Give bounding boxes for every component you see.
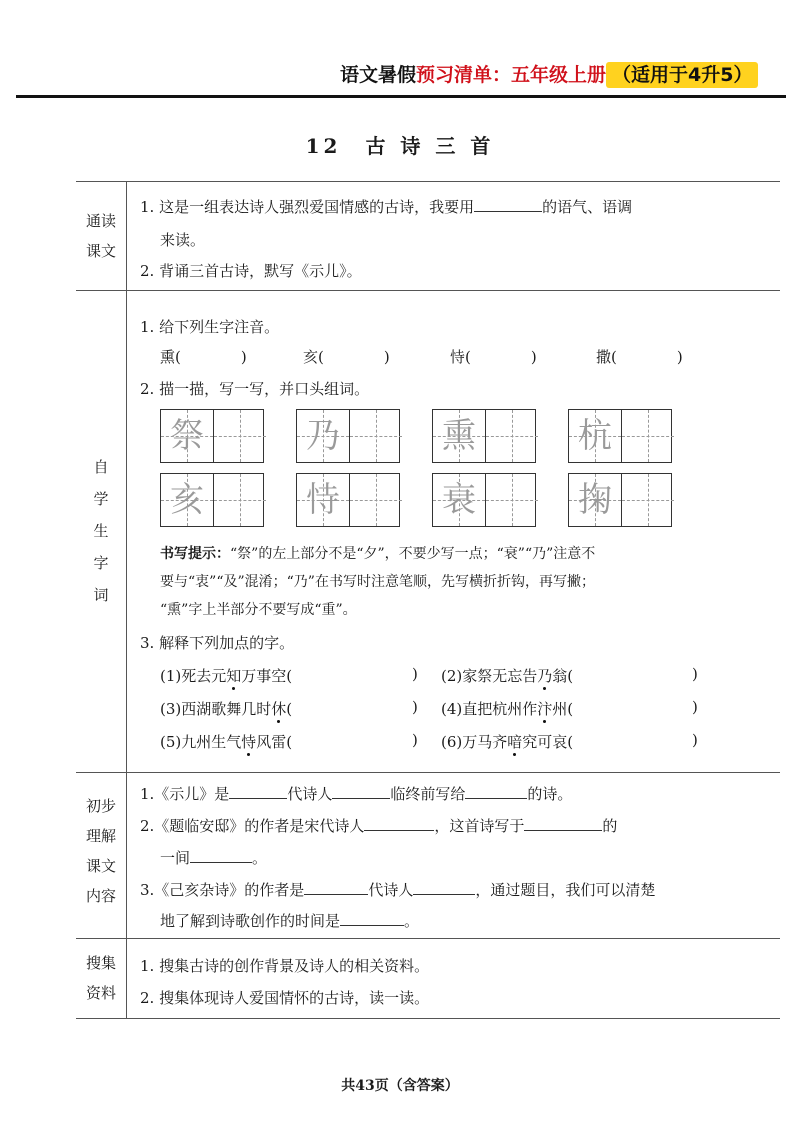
- dotted-char: 休: [271, 700, 287, 718]
- text: ): [383, 348, 390, 366]
- text: 一间: [160, 849, 191, 867]
- chubu-item-2-cont: [160, 847, 267, 868]
- answer-blank[interactable]: [229, 784, 287, 799]
- zixue-item-2: 2. 描一描，写一写，并口头组词。: [140, 380, 370, 398]
- label-line: 课文: [85, 242, 116, 260]
- label-char: 字: [93, 554, 109, 572]
- label-char: 生: [93, 522, 109, 540]
- pinyin-item-1: [160, 346, 247, 367]
- pinyin-answer[interactable]: [324, 348, 384, 362]
- trace-char: 祭: [170, 416, 204, 456]
- text: 。: [404, 912, 420, 930]
- close-paren: ): [692, 731, 698, 749]
- text: ): [530, 348, 537, 366]
- text: (4)直把杭州作: [441, 700, 538, 718]
- text: 的语气、语调: [542, 198, 633, 216]
- answer-blank[interactable]: [332, 784, 390, 799]
- text: 撒(: [596, 348, 617, 366]
- answer-blank[interactable]: [364, 816, 434, 831]
- trace-char: 衰: [442, 480, 476, 520]
- label-line: 内容: [85, 887, 116, 905]
- text: (1)死去元: [160, 667, 227, 685]
- tongdu-item-1: [140, 196, 632, 217]
- dotted-char: 恃: [241, 733, 257, 751]
- chubu-item-3-cont: [160, 910, 419, 931]
- pinyin-answer[interactable]: [471, 348, 531, 362]
- explain-question: [441, 665, 573, 686]
- writing-tip: [160, 540, 690, 624]
- pinyin-answer[interactable]: [181, 348, 241, 362]
- text: 1.《示儿》是: [140, 785, 230, 803]
- text: (: [286, 700, 293, 718]
- text: 代诗人: [368, 881, 414, 899]
- label-line: 初步: [85, 797, 116, 815]
- tip-line: [160, 540, 690, 568]
- text: 万事空(: [241, 667, 293, 685]
- header-title-part1: 语文暑假: [340, 64, 417, 86]
- header-grade-badge: （适用于4升5）: [606, 62, 758, 88]
- close-paren: ): [412, 665, 418, 683]
- close-paren: ): [692, 665, 698, 683]
- explain-question: [441, 698, 573, 719]
- tongdu-item-1-cont: 来读。: [160, 231, 206, 249]
- tracing-grid[interactable]: [160, 409, 264, 463]
- tracing-grid[interactable]: [432, 473, 536, 527]
- text: 究可哀(: [522, 733, 574, 751]
- header-title-part2: 预习清单：五年级上册: [416, 64, 607, 86]
- tip-line: 要与“衷”“及”混淆；“乃”在书写时注意笔顺，先写横折折钩，再写撇；: [160, 574, 595, 590]
- tracing-grid[interactable]: [296, 409, 400, 463]
- section-label-tongdu: [76, 206, 126, 266]
- text: 代诗人: [287, 785, 333, 803]
- text: (2)家祭无忘告: [441, 667, 538, 685]
- trace-char: 掬: [578, 480, 612, 520]
- tracing-grid[interactable]: [568, 473, 672, 527]
- row-divider-2: [76, 772, 780, 773]
- answer-blank[interactable]: [413, 880, 475, 895]
- label-line: 搜集: [85, 954, 116, 972]
- section-label-chubu: [76, 791, 126, 911]
- section-label-soji: [76, 948, 126, 1008]
- label-line: 课文: [85, 857, 116, 875]
- table-border-bottom: [76, 1018, 780, 1019]
- text: 1. 这是一组表达诗人强烈爱国情感的古诗，我要用: [140, 198, 475, 216]
- text: 临终前写给: [390, 785, 466, 803]
- answer-blank[interactable]: [465, 784, 527, 799]
- text: 风雷(: [256, 733, 293, 751]
- label-line: 通读: [85, 212, 116, 230]
- text: 的: [602, 817, 618, 835]
- answer-blank[interactable]: [190, 848, 252, 863]
- label-char: 自: [93, 458, 109, 476]
- text: (6)万马齐: [441, 733, 508, 751]
- trace-char: 杭: [578, 416, 612, 456]
- answer-blank[interactable]: [304, 880, 368, 895]
- header-divider: [16, 95, 786, 98]
- close-paren: ): [412, 731, 418, 749]
- text: (5)九州生气: [160, 733, 242, 751]
- text: 州(: [552, 700, 574, 718]
- answer-blank[interactable]: [524, 816, 602, 831]
- explain-question: [160, 731, 292, 752]
- trace-char: 恃: [306, 480, 340, 520]
- page-header: [340, 60, 790, 90]
- tip-label: 书写提示：: [160, 546, 230, 562]
- answer-blank[interactable]: [474, 197, 542, 212]
- zixue-item-1: 1. 给下列生字注音。: [140, 318, 280, 336]
- dotted-char: 喑: [507, 733, 523, 751]
- chubu-item-1: [140, 783, 572, 804]
- page-footer: 共43页（含答案）: [341, 1078, 459, 1094]
- chubu-item-2: [140, 815, 617, 836]
- tongdu-item-2: 2. 背诵三首古诗，默写《示儿》。: [140, 262, 362, 280]
- trace-char: 亥: [170, 480, 204, 520]
- pinyin-item-3: [450, 346, 537, 367]
- table-border-top: [76, 181, 780, 182]
- answer-blank[interactable]: [340, 911, 404, 926]
- label-char: 学: [93, 490, 109, 508]
- label-char: 词: [93, 586, 109, 604]
- pinyin-answer[interactable]: [617, 348, 677, 362]
- dotted-char: 汴: [537, 700, 553, 718]
- text: 亥(: [303, 348, 324, 366]
- text: 熏(: [160, 348, 181, 366]
- section-label-zixue: [76, 451, 126, 611]
- trace-char: 熏: [442, 416, 476, 456]
- dotted-char: 知: [226, 667, 242, 685]
- explain-question: [160, 665, 292, 686]
- explain-question: [441, 731, 573, 752]
- tip-line: “熏”字上半部分不要写成“重”。: [160, 602, 357, 618]
- tracing-grid[interactable]: [160, 473, 264, 527]
- column-divider: [126, 181, 127, 1019]
- text: 翁(: [552, 667, 574, 685]
- soji-item-2: 2. 搜集体现诗人爱国情怀的古诗，读一读。: [140, 989, 430, 1007]
- text: 地了解到诗歌创作的时间是: [160, 912, 341, 930]
- text: 3.《己亥杂诗》的作者是: [140, 881, 305, 899]
- label-line: 理解: [85, 827, 116, 845]
- pinyin-item-4: [596, 346, 683, 367]
- tracing-grid[interactable]: [432, 409, 536, 463]
- text: 2.《题临安邸》的作者是宋代诗人: [140, 817, 365, 835]
- text: (3)西湖歌舞几时: [160, 700, 272, 718]
- text: ): [676, 348, 683, 366]
- close-paren: ): [412, 698, 418, 716]
- close-paren: ): [692, 698, 698, 716]
- zixue-item-3: 3. 解释下列加点的字。: [140, 634, 295, 652]
- text: 恃(: [450, 348, 471, 366]
- lesson-title: 12 古 诗 三 首: [305, 134, 495, 158]
- row-divider-3: [76, 938, 780, 939]
- text: ): [240, 348, 247, 366]
- text: 的诗。: [527, 785, 573, 803]
- label-line: 资料: [85, 984, 116, 1002]
- soji-item-1: 1. 搜集古诗的创作背景及诗人的相关资料。: [140, 957, 430, 975]
- row-divider-1: [76, 290, 780, 291]
- text: ，这首诗写于: [434, 817, 525, 835]
- chubu-item-3: [140, 879, 655, 900]
- text: 。: [252, 849, 268, 867]
- tracing-grid[interactable]: [568, 409, 672, 463]
- dotted-char: 乃: [537, 667, 553, 685]
- explain-question: [160, 698, 292, 719]
- pinyin-item-2: [303, 346, 390, 367]
- tracing-grid[interactable]: [296, 473, 400, 527]
- text: ，通过题目，我们可以清楚: [475, 881, 656, 899]
- trace-char: 乃: [306, 416, 340, 456]
- text: “祭”的左上部分不是“夕”，不要少写一点；“衰”“乃”注意不: [230, 546, 596, 562]
